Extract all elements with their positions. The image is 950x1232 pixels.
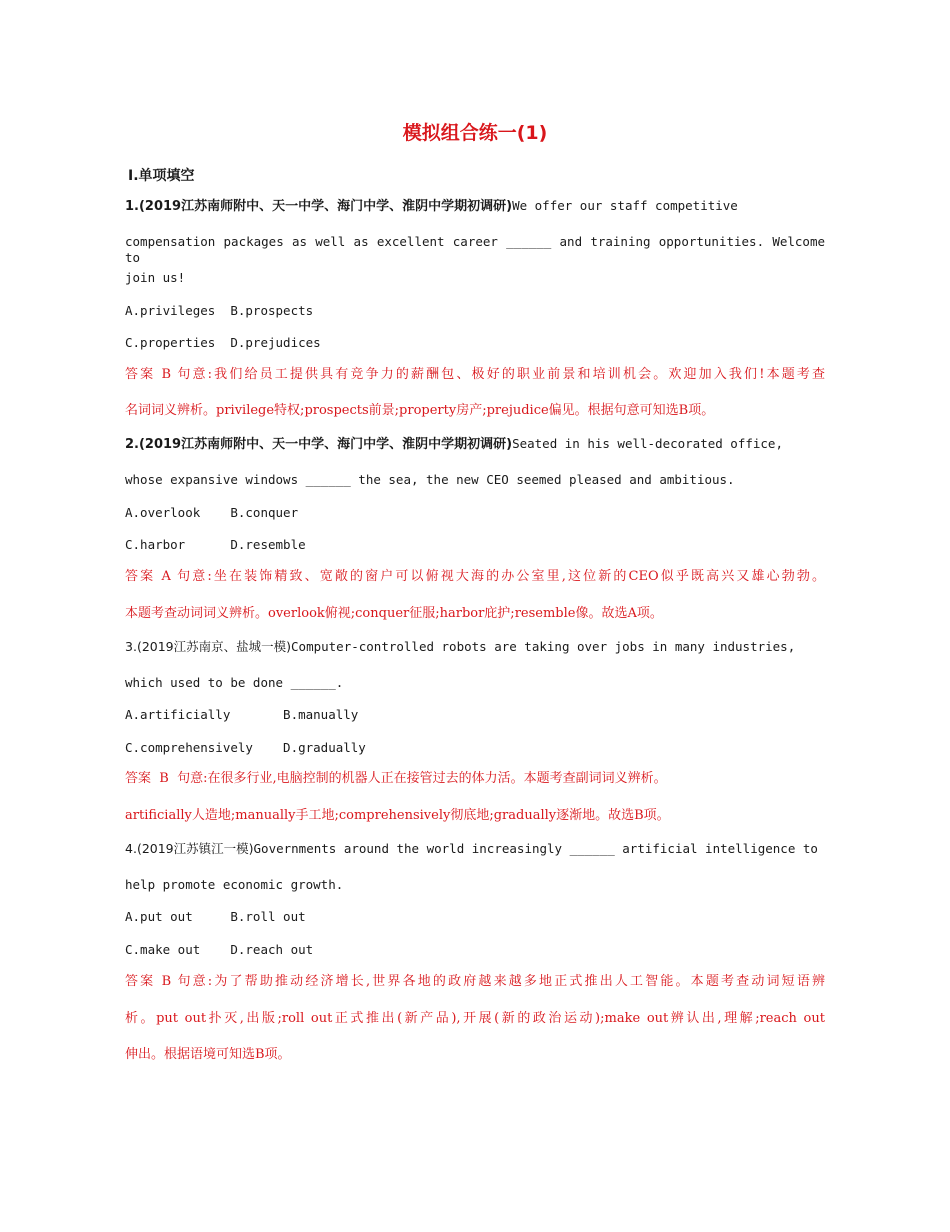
answer-explanation: 答案 B 句意:我们给员工提供具有竞争力的薪酬包、极好的职业前景和培训机会。欢迎加入我们!本题考查 (125, 367, 825, 382)
section-heading: Ⅰ.单项填空 (128, 168, 195, 184)
answer-explanation: 析。put out扑灭,出版;roll out正式推出(新产品),开展(新的政治运动);make out辨认出,理解;reach out (125, 1011, 825, 1026)
answer-explanation: 名词词义辨析。privilege特权;prospects前景;property房产;prejudice偏见。根据句意可知选B项。 (125, 403, 715, 418)
question-stem: which used to be done ______. (125, 675, 344, 690)
answer-explanation: 本题考查动词词义辨析。overlook俯视;conquer征服;harbor庇护;resemble像。故选A项。 (125, 606, 663, 621)
option-line: A.privileges B.prospects (125, 303, 314, 318)
question-number: 3. (125, 639, 137, 654)
option-line: C.properties D.prejudices (125, 335, 321, 350)
question-stem: compensation packages as well as excellent career ______ and training opportunities. Welcome to (125, 234, 825, 265)
page-title: 模拟组合练一(1) (402, 122, 548, 144)
answer-explanation: 答案 B 句意:为了帮助推动经济增长,世界各地的政府越来越多地正式推出人工智能。本题考查动词短语辨 (125, 974, 825, 989)
question-4-line-1 (125, 841, 825, 858)
question-2-line-1 (125, 436, 825, 453)
question-source: (2019江苏镇江一模) (136, 841, 254, 856)
question-number: 4. (125, 841, 137, 856)
question-3-line-1 (125, 639, 825, 656)
answer-explanation: artificially人造地;manually手工地;comprehensively彻底地;gradually逐渐地。故选B项。 (125, 808, 670, 823)
option-line: C.harbor D.resemble (125, 537, 306, 552)
question-stem: Seated in his well-decorated office, (512, 436, 783, 451)
question-stem: Computer-controlled robots are taking over jobs in many industries, (291, 639, 796, 654)
answer-explanation: 答案 B 句意:在很多行业,电脑控制的机器人正在接管过去的体力活。本题考查副词词义辨析。 (125, 771, 667, 786)
option-line: C.comprehensively D.gradually (125, 740, 366, 755)
answer-explanation: 答案 A 句意:坐在装饰精致、宽敞的窗户可以俯视大海的办公室里,这位新的CEO似乎既高兴又雄心勃勃。 (125, 569, 825, 584)
question-stem: whose expansive windows ______ the sea, the new CEO seemed pleased and ambitious. (125, 472, 735, 487)
question-stem: We offer our staff competitive (512, 198, 738, 213)
question-source: (2019江苏南师附中、天一中学、海门中学、淮阴中学期初调研) (138, 199, 513, 214)
option-line: C.make out D.reach out (125, 942, 314, 957)
option-line: A.overlook B.conquer (125, 505, 299, 520)
answer-explanation: 伸出。根据语境可知选B项。 (125, 1047, 291, 1062)
option-line: A.artificially B.manually (125, 707, 359, 722)
question-stem: join us! (125, 270, 186, 285)
question-source: (2019江苏南师附中、天一中学、海门中学、淮阴中学期初调研) (138, 437, 513, 452)
option-line: A.put out B.roll out (125, 909, 306, 924)
question-number: 1. (125, 199, 139, 214)
question-stem: Governments around the world increasingly ______ artificial intelligence to (253, 841, 818, 856)
question-1-line-1 (125, 198, 825, 215)
question-number: 2. (125, 437, 139, 452)
question-stem: help promote economic growth. (125, 877, 344, 892)
question-source: (2019江苏南京、盐城一模) (136, 639, 292, 654)
